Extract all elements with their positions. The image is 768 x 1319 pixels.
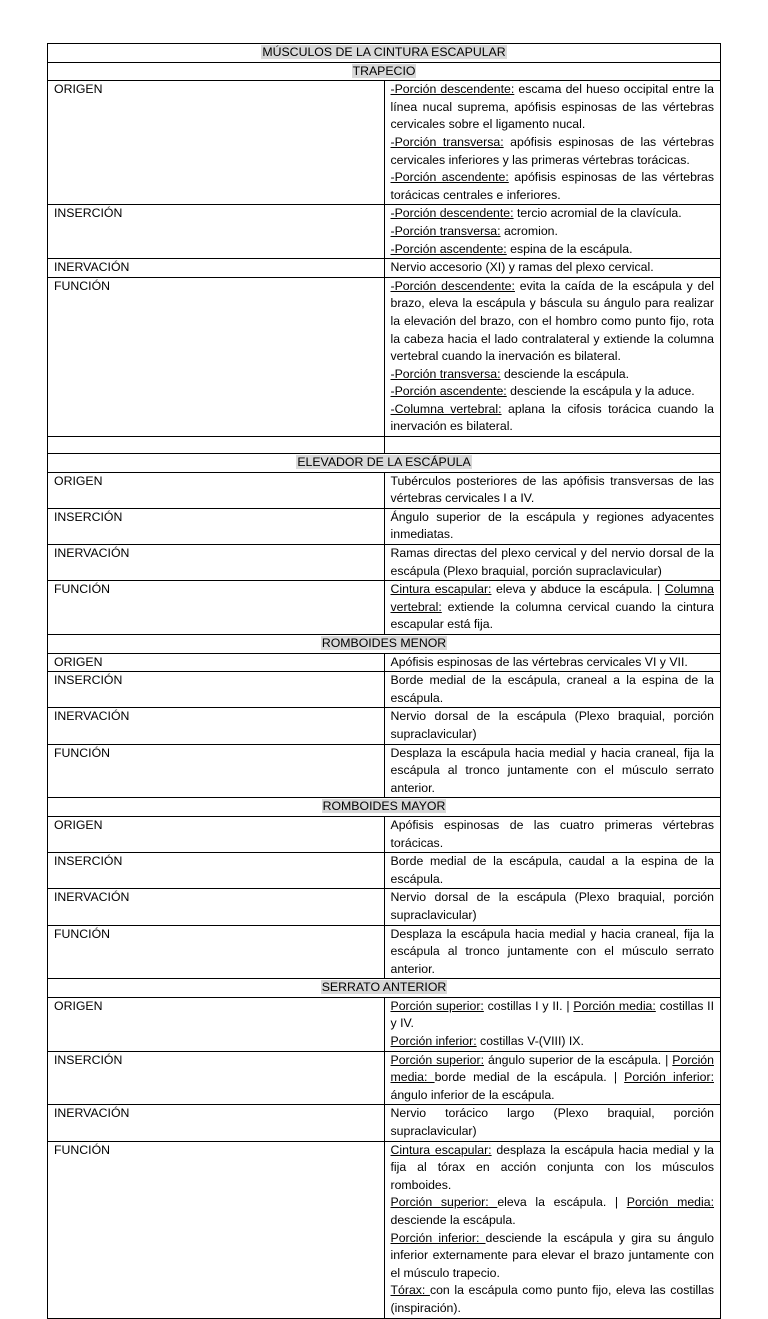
row-label: INSERCIÓN <box>48 508 385 544</box>
romboides-menor-origen: Apófisis espinosas de las vértebras cervicales VI y VII. <box>384 653 721 672</box>
row-serrato-insercion <box>48 1051 721 1105</box>
document-title: MÚSCULOS DE LA CINTURA ESCAPULAR <box>262 45 506 59</box>
row-label: INSERCIÓN <box>48 205 385 259</box>
section-header-trapecio <box>48 62 721 81</box>
row-label: ORIGEN <box>48 653 385 672</box>
row-romboides-mayor-funcion <box>48 925 721 979</box>
row-label: INSERCIÓN <box>48 672 385 708</box>
serrato-insercion: Porción superior: ángulo superior de la escápula. | Porción media: borde medial de la escápula. | Porción inferior: ángulo inferior de la escápula. <box>384 1051 721 1105</box>
romboides-mayor-funcion: Desplaza la escápula hacia medial y hacia craneal, fija la escápula al tronco juntamente con el músculo serrato anterior. <box>384 925 721 979</box>
row-romboides-menor-origen <box>48 653 721 672</box>
elevador-funcion: Cintura escapular: eleva y abduce la escápula. | Columna vertebral: extiende la columna cervical cuando la cintura escapular está fija. <box>384 581 721 635</box>
section-title-romboides-mayor: ROMBOIDES MAYOR <box>322 799 446 814</box>
romboides-menor-inervacion: Nervio dorsal de la escápula (Plexo braquial, porción supraclavicular) <box>384 708 721 744</box>
elevador-insercion: Ángulo superior de la escápula y regiones adyacentes inmediatas. <box>384 508 721 544</box>
row-label: INERVACIÓN <box>48 889 385 925</box>
row-elevador-funcion <box>48 581 721 635</box>
row-serrato-inervacion <box>48 1105 721 1141</box>
row-label: FUNCIÓN <box>48 277 385 436</box>
trapecio-inervacion: Nervio accesorio (XI) y ramas del plexo cervical. <box>384 259 721 278</box>
row-label: ORIGEN <box>48 816 385 852</box>
section-title-elevador: ELEVADOR DE LA ESCÁPULA <box>297 455 471 470</box>
row-elevador-inervacion <box>48 545 721 581</box>
section-title-romboides-menor: ROMBOIDES MENOR <box>321 636 447 650</box>
row-label: INERVACIÓN <box>48 708 385 744</box>
romboides-mayor-insercion: Borde medial de la escápula, caudal a la espina de la escápula. <box>384 853 721 889</box>
section-header-serrato <box>48 979 721 998</box>
row-elevador-origen <box>48 472 721 508</box>
muscle-table <box>47 43 721 1319</box>
serrato-inervacion: Nervio torácico largo (Plexo braquial, porción supraclavicular) <box>384 1105 721 1141</box>
row-label: INERVACIÓN <box>48 259 385 278</box>
romboides-menor-insercion: Borde medial de la escápula, craneal a la espina de la escápula. <box>384 672 721 708</box>
row-label: ORIGEN <box>48 472 385 508</box>
row-label: INSERCIÓN <box>48 1051 385 1105</box>
row-romboides-mayor-origen <box>48 816 721 852</box>
row-romboides-mayor-insercion <box>48 853 721 889</box>
row-label: FUNCIÓN <box>48 581 385 635</box>
title-row <box>48 44 721 63</box>
elevador-origen: Tubérculos posteriores de las apófisis transversas de las vértebras cervicales I a IV. <box>384 472 721 508</box>
row-romboides-mayor-inervacion <box>48 889 721 925</box>
section-header-elevador <box>48 454 721 473</box>
trapecio-funcion: -Porción descendente: evita la caída de la escápula y del brazo, eleva la escápula y báscula su ángulo para realizar la elevación del brazo, con el hombro como punto fijo, rota la cabeza hacia el lado contralateral y extiende la columna vertebral cuando la inervación es bilateral. -Porción transversa: desciende la escápula. -Porción ascendente: desciende la escápula y la aduce. -Columna vertebral: aplana la cifosis torácica cuando la inervación es bilateral. <box>384 277 721 436</box>
trapecio-origen: -Porción descendente: escama del hueso occipital entre la línea nucal suprema, apófisis espinosas de las vértebras cervicales sobre el ligamento nucal. -Porción transversa: apófisis espinosas de las vértebras cervicales inferiores y las primeras vértebras torácicas. -Porción ascendente: apófisis espinosas de las vértebras torácicas centrales e inferiores. <box>384 81 721 205</box>
serrato-funcion: Cintura escapular: desplaza la escápula hacia medial y la fija al tórax en acción conjunta con los músculos romboides. Porción superior: eleva la escápula. | Porción media: desciende la escápula. Porción inferior: desciende la escápula y gira su ángulo inferior externamente para elevar el brazo juntamente con el músculo trapecio. Tórax: con la escápula como punto fijo, eleva las costillas (inspiración). <box>384 1141 721 1318</box>
row-serrato-origen <box>48 997 721 1051</box>
row-elevador-insercion <box>48 508 721 544</box>
section-header-romboides-mayor <box>48 798 721 817</box>
row-label: ORIGEN <box>48 997 385 1051</box>
row-serrato-funcion <box>48 1141 721 1318</box>
romboides-menor-funcion: Desplaza la escápula hacia medial y hacia craneal, fija la escápula al tronco juntamente con el músculo serrato anterior. <box>384 744 721 798</box>
romboides-mayor-origen: Apófisis espinosas de las cuatro primeras vértebras torácicas. <box>384 816 721 852</box>
row-trapecio-inervacion <box>48 259 721 278</box>
row-trapecio-funcion <box>48 277 721 436</box>
row-label: ORIGEN <box>48 81 385 205</box>
spacer-row <box>48 437 721 454</box>
section-title-trapecio: TRAPECIO <box>352 63 416 78</box>
row-romboides-menor-inervacion <box>48 708 721 744</box>
section-header-romboides-menor <box>48 635 721 654</box>
elevador-inervacion: Ramas directas del plexo cervical y del nervio dorsal de la escápula (Plexo braquial, porción supraclavicular) <box>384 545 721 581</box>
row-trapecio-origen <box>48 81 721 205</box>
row-romboides-menor-funcion <box>48 744 721 798</box>
row-label: INSERCIÓN <box>48 853 385 889</box>
row-label: FUNCIÓN <box>48 925 385 979</box>
row-romboides-menor-insercion <box>48 672 721 708</box>
serrato-origen: Porción superior: costillas I y II. | Porción media: costillas II y IV. Porción inferior: costillas V-(VIII) IX. <box>384 997 721 1051</box>
row-label: FUNCIÓN <box>48 744 385 798</box>
row-label: INERVACIÓN <box>48 545 385 581</box>
row-label: INERVACIÓN <box>48 1105 385 1141</box>
romboides-mayor-inervacion: Nervio dorsal de la escápula (Plexo braquial, porción supraclavicular) <box>384 889 721 925</box>
trapecio-insercion: -Porción descendente: tercio acromial de la clavícula. -Porción transversa: acromion. -Porción ascendente: espina de la escápula. <box>384 205 721 259</box>
section-title-serrato: SERRATO ANTERIOR <box>321 980 447 995</box>
row-label: FUNCIÓN <box>48 1141 385 1318</box>
row-trapecio-insercion <box>48 205 721 259</box>
